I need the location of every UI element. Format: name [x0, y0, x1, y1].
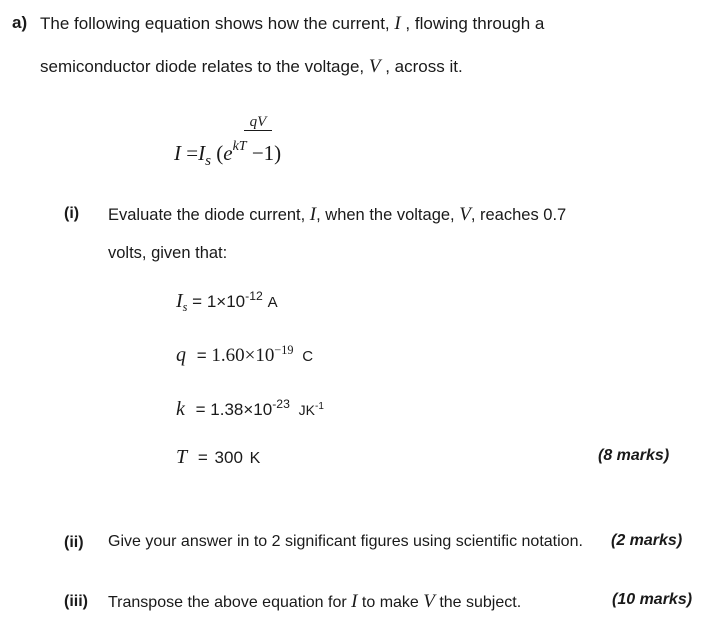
part-a-line-1: The following equation shows how the current, I , flowing through a	[40, 13, 545, 34]
q1-line-1: Evaluate the diode current, I, when the voltage, V, reaches 0.7	[108, 204, 567, 225]
part-a-line-2: semiconductor diode relates to the voltage, V , across it.	[40, 56, 463, 77]
exp-base: e	[223, 141, 233, 165]
exponent-fraction-bar	[244, 130, 272, 131]
constant-k: $k = 1.38\times 10^{-23}$ $JK^{-1}$	[176, 396, 324, 420]
q2-marks: (2 marks)	[611, 532, 683, 549]
constant-q: $q = 1.60\times 10^{-19}$ C	[176, 342, 314, 366]
q1-marks: (8 marks)	[598, 447, 670, 464]
q2-label: (ii)	[64, 534, 84, 551]
constant-is: $I_s = 1\times 10^{-12}$ A	[176, 288, 278, 315]
q3-text: Transpose the above equation for I to make V the subject.	[108, 591, 522, 612]
q1-line-2: volts, given that:	[108, 244, 228, 262]
q3-label: (iii)	[64, 593, 88, 610]
q3-marks: (10 marks)	[612, 591, 693, 608]
q1-label: (i)	[64, 205, 80, 222]
constant-t: T = 300 K	[176, 446, 261, 468]
part-a-label: a)	[12, 13, 28, 32]
q2-text: Give your answer in to 2 significant figures using scientific notation.	[108, 533, 583, 550]
exponent-numerator: qV	[249, 114, 267, 130]
exponent-denominator: kT	[232, 138, 247, 154]
equation-body: $I =I_s$ $(e^{kT} -1)$	[174, 138, 282, 170]
